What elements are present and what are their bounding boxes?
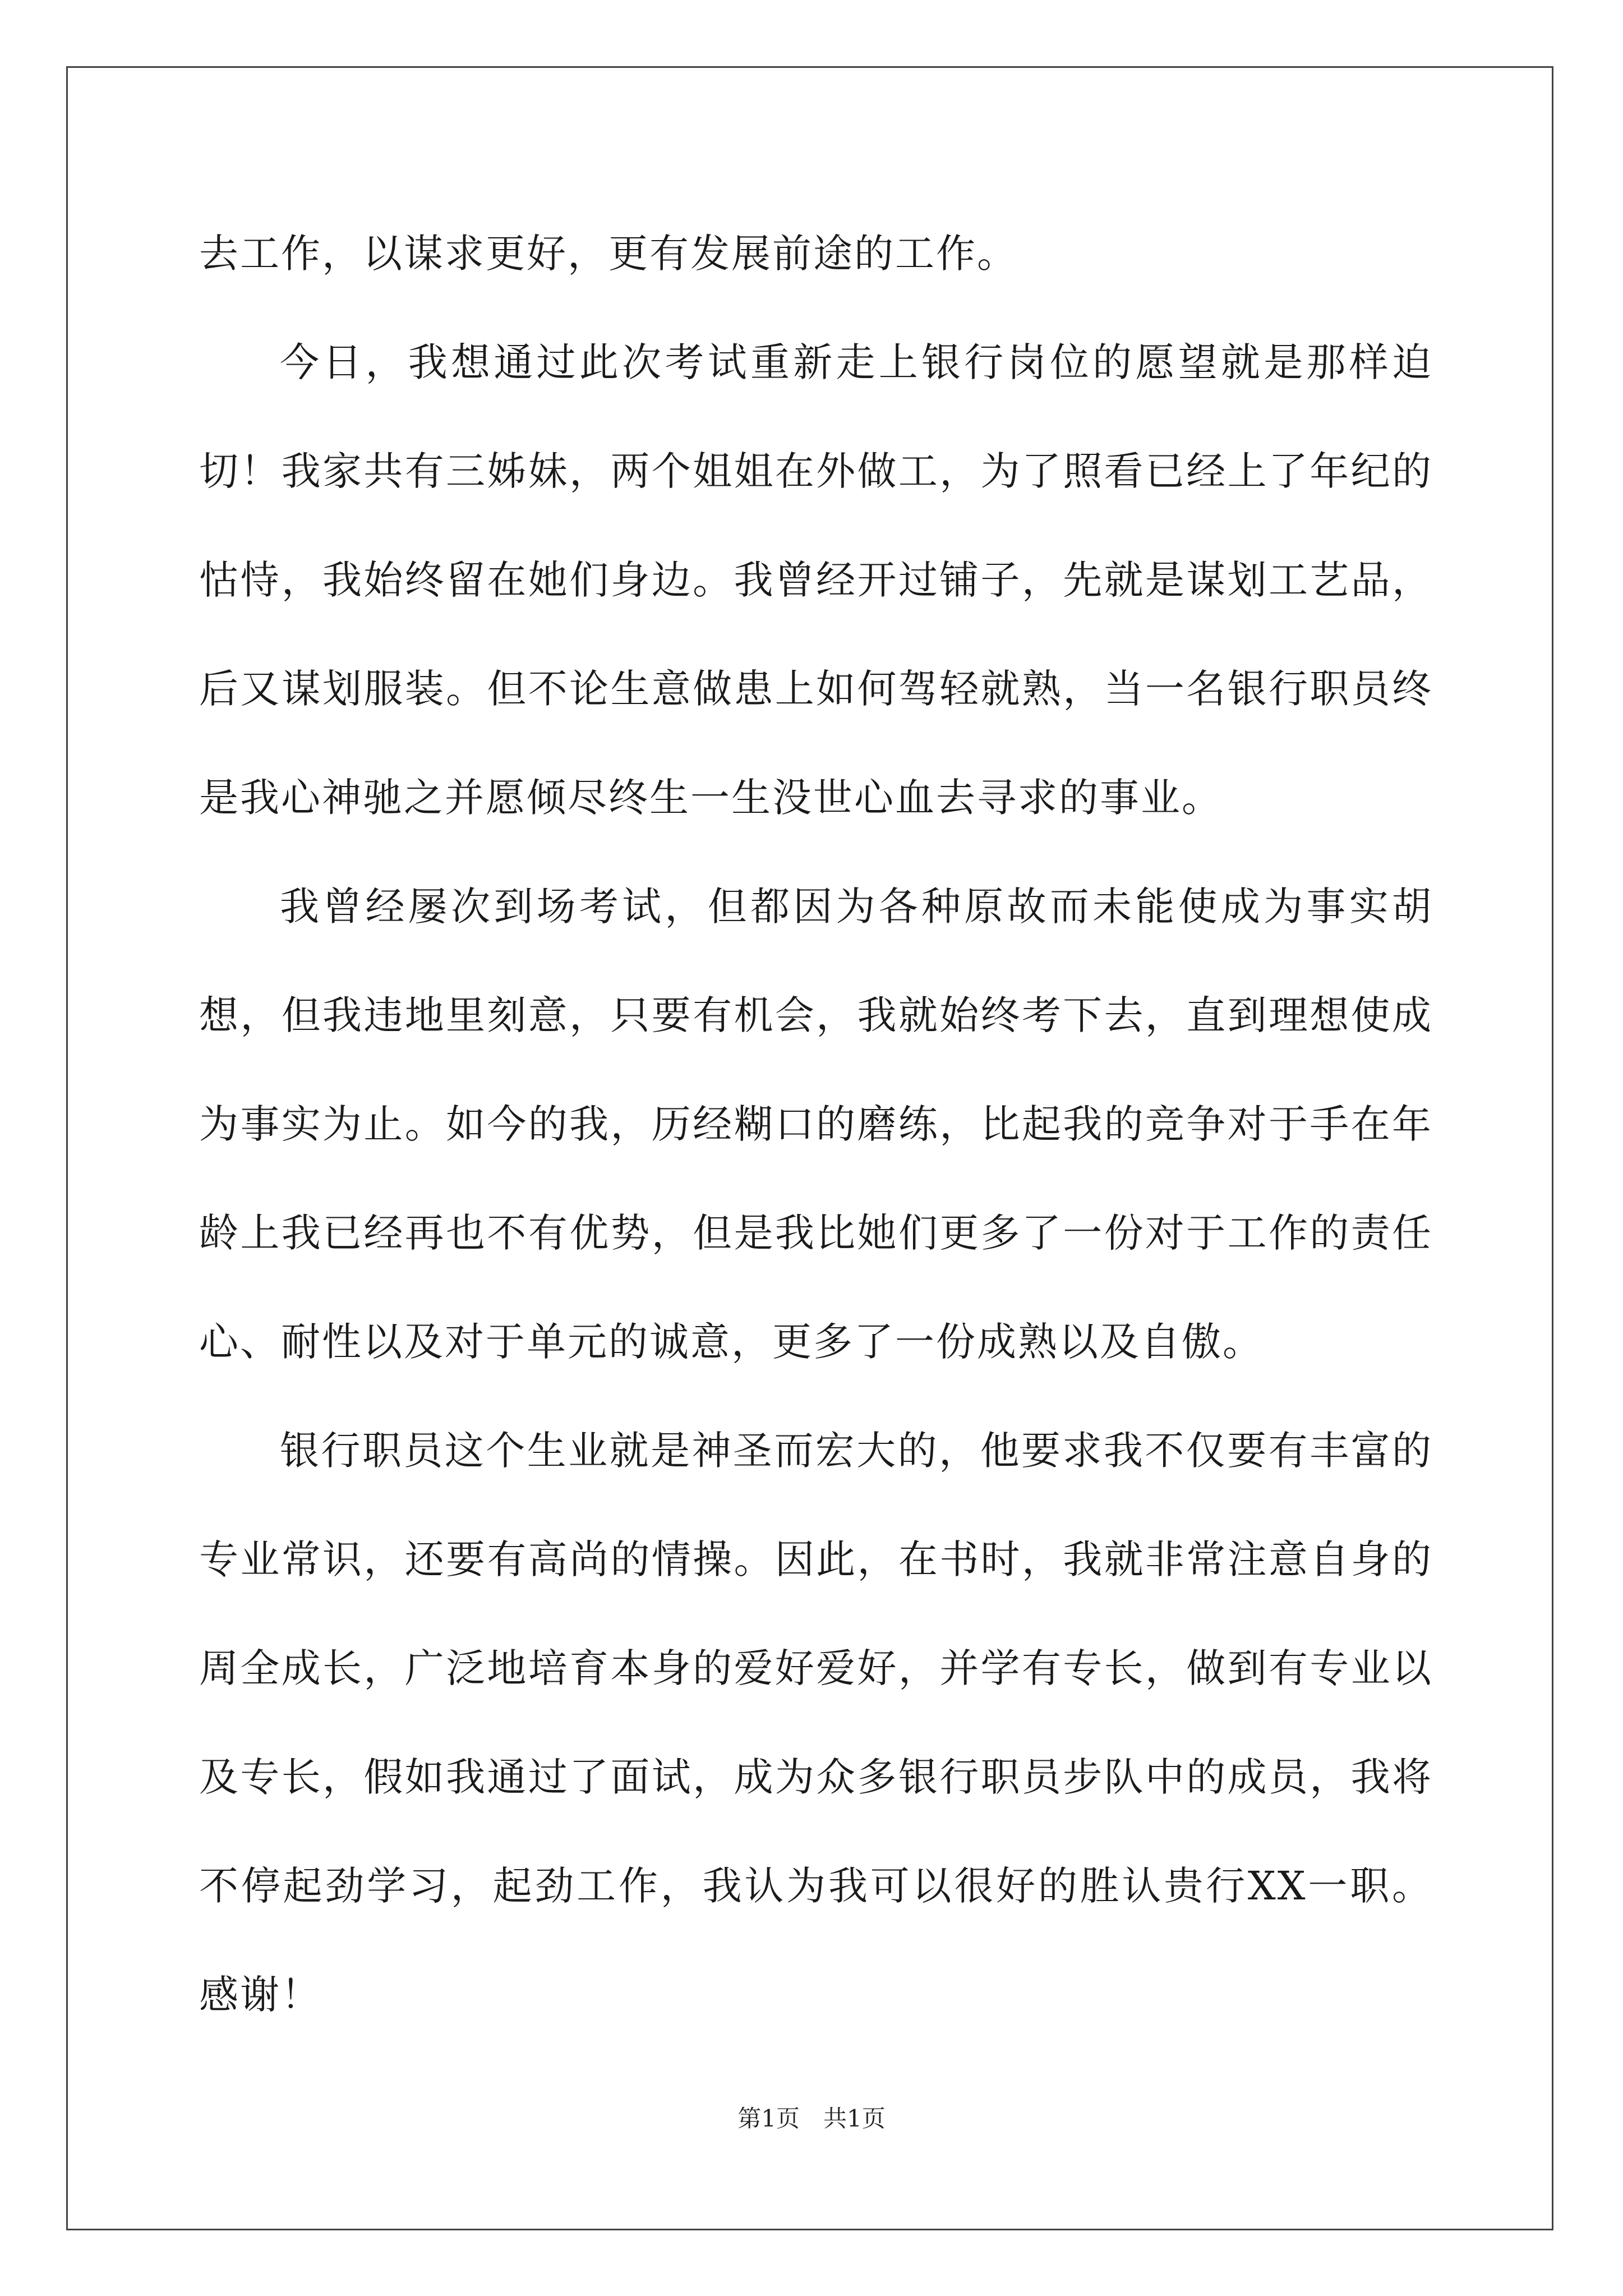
document-body <box>199 199 1433 2049</box>
page-number-footer: 第1页 共1页 <box>737 2105 886 2132</box>
paragraph-2: 今日，我想通过此次考试重新走上银行岗位的愿望就是那样迫切！我家共有三姊妹，两个姐姐在外做工，为了照看已经上了年纪的怙恃，我始终留在她们身边。我曾经开过铺子，先就是谋划工艺品，后又谋划服装。但不论生意做患上如何驾轻就熟，当一名银行职员终是我心神驰之并愿倾尽终生一生没世心血去寻求的事业。 <box>199 339 1433 821</box>
paragraph-4: 银行职员这个生业就是神圣而宏大的，他要求我不仅要有丰富的专业常识，还要有高尚的情操。因此，在书时，我就非常注意自身的周全成长，广泛地培育本身的爱好爱好，并学有专长，做到有专业以及专长，假如我通过了面试，成为众多银行职员步队中的成员，我将不停起劲学习，起劲工作，我认为我可以很好的胜认贵行XX一职。感谢！ <box>199 1428 1433 2018</box>
paragraph-1: 去工作，以谋求更好，更有发展前途的工作。 <box>199 231 1018 277</box>
paragraph-3: 我曾经屡次到场考试，但都因为各种原故而未能使成为事实胡想，但我违地里刻意，只要有机会，我就始终考下去，直到理想使成为事实为止。如今的我，历经糊口的磨练，比起我的竞争对于手在年龄上我已经再也不有优势，但是我比她们更多了一份对于工作的责任心、耐性以及对于单元的诚意，更多了一份成熟以及自傲。 <box>199 884 1433 1365</box>
